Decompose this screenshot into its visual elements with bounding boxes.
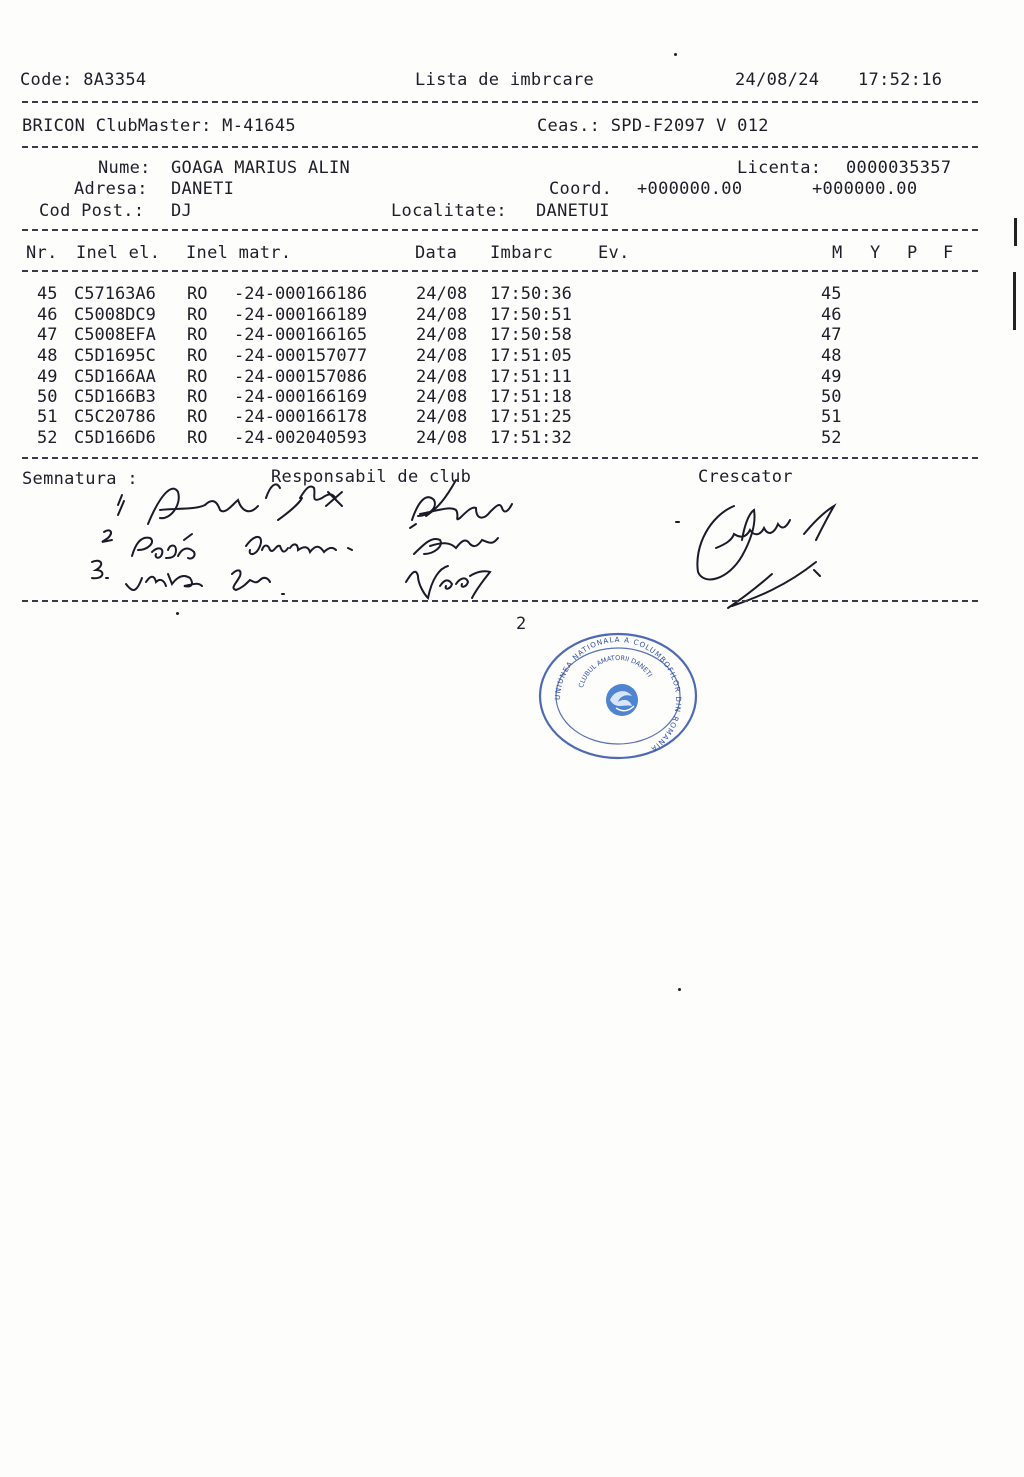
- scan-speck: [176, 612, 179, 615]
- col-nr: Nr.: [26, 243, 58, 263]
- cell-time: 17:51:05: [490, 346, 572, 366]
- col-inel-matr: Inel matr.: [186, 243, 292, 263]
- cell-inel-el: C57163A6: [74, 284, 156, 304]
- cell-date: 24/08: [416, 387, 468, 407]
- cell-date: 24/08: [416, 346, 468, 366]
- cell-time: 17:51:18: [490, 387, 572, 407]
- crescator-label: Crescator: [698, 467, 793, 487]
- locality-value: DANETUI: [536, 201, 610, 221]
- cell-matr: -24-000166186: [234, 284, 368, 304]
- cell-country: RO: [187, 284, 208, 304]
- cell-m: 46: [821, 305, 842, 325]
- print-time: 17:52:16: [858, 70, 943, 90]
- cell-m: 52: [821, 428, 842, 448]
- scan-speck: [678, 988, 681, 991]
- coord-x: +000000.00: [637, 179, 743, 199]
- cell-date: 24/08: [416, 407, 468, 427]
- cell-m: 51: [821, 407, 842, 427]
- name-label: Nume:: [98, 158, 151, 178]
- cell-inel-el: C5C20786: [74, 407, 156, 427]
- col-inel-el: Inel el.: [76, 243, 161, 263]
- cell-country: RO: [187, 407, 208, 427]
- cell-m: 45: [821, 284, 842, 304]
- handwritten-names: [0, 0, 1024, 620]
- cell-date: 24/08: [416, 428, 468, 448]
- cell-nr: 46: [37, 305, 58, 325]
- postal-value: DJ: [171, 201, 193, 221]
- page-number: 2: [516, 614, 527, 634]
- cell-time: 17:50:58: [490, 325, 572, 345]
- divider: [22, 600, 978, 602]
- print-date: 24/08/24: [735, 70, 820, 90]
- col-y: Y: [870, 243, 881, 263]
- cell-inel-el: C5D1695C: [74, 346, 156, 366]
- cell-inel-el: C5D166AA: [74, 367, 156, 387]
- ceas-label: Ceas.: SPD-F2097 V 012: [537, 116, 769, 136]
- col-data: Data: [415, 243, 458, 263]
- cell-matr: -24-002040593: [234, 428, 368, 448]
- cell-matr: -24-000166169: [234, 387, 368, 407]
- address-label: Adresa:: [74, 179, 148, 199]
- cell-nr: 51: [37, 407, 58, 427]
- cell-time: 17:51:11: [490, 367, 572, 387]
- scan-speck: [674, 53, 677, 56]
- coord-label: Coord.: [549, 179, 613, 199]
- svg-text:CLUBUL AMATORII DANETI: [577, 654, 654, 689]
- document-title: Lista de imbrcare: [415, 70, 595, 90]
- cell-nr: 49: [37, 367, 58, 387]
- cell-nr: 48: [37, 346, 58, 366]
- cell-time: 17:50:36: [490, 284, 572, 304]
- stamp-seal-icon: [536, 630, 700, 760]
- cell-matr: -24-000166178: [234, 407, 368, 427]
- cell-matr: -24-000157077: [234, 346, 368, 366]
- clubmaster-label: BRICON ClubMaster: M-41645: [22, 116, 296, 136]
- scan-edge-mark: [1013, 272, 1016, 330]
- cell-matr: -24-000157086: [234, 367, 368, 387]
- col-p: P: [907, 243, 918, 263]
- cell-date: 24/08: [416, 284, 468, 304]
- cell-country: RO: [187, 325, 208, 345]
- cell-date: 24/08: [416, 305, 468, 325]
- cell-m: 48: [821, 346, 842, 366]
- scan-edge-mark: [1014, 218, 1017, 246]
- round-stamp: [536, 630, 700, 760]
- cell-inel-el: C5008DC9: [74, 305, 156, 325]
- cell-nr: 52: [37, 428, 58, 448]
- stamp-outer-text: UNIUNEA NATIONALA A COLUMBOFILOR DIN ROMANIA: [552, 634, 684, 755]
- responsabil-label: Responsabil de club: [271, 467, 472, 487]
- cell-time: 17:51:25: [490, 407, 572, 427]
- semnatura-label: Semnatura :: [22, 469, 138, 489]
- licence-value: 0000035357: [846, 158, 952, 178]
- postal-label: Cod Post.:: [39, 201, 145, 221]
- stamp-inner-text: CLUBUL AMATORII DANETI: [577, 653, 654, 689]
- col-m: M: [832, 243, 843, 263]
- cell-nr: 50: [37, 387, 58, 407]
- col-imbarc: Imbarc: [490, 243, 554, 263]
- address-value: DANETI: [171, 179, 235, 199]
- cell-matr: -24-000166165: [234, 325, 368, 345]
- cell-country: RO: [187, 428, 208, 448]
- cell-nr: 45: [37, 284, 58, 304]
- owner-name: GOAGA MARIUS ALIN: [171, 158, 351, 178]
- licence-label: Licenta:: [737, 158, 822, 178]
- cell-date: 24/08: [416, 325, 468, 345]
- cell-nr: 47: [37, 325, 58, 345]
- col-f: F: [943, 243, 954, 263]
- cell-country: RO: [187, 346, 208, 366]
- locality-label: Localitate:: [391, 201, 507, 221]
- cell-country: RO: [187, 305, 208, 325]
- cell-m: 50: [821, 387, 842, 407]
- coord-y: +000000.00: [812, 179, 918, 199]
- cell-time: 17:51:32: [490, 428, 572, 448]
- cell-m: 49: [821, 367, 842, 387]
- cell-country: RO: [187, 367, 208, 387]
- cell-inel-el: C5008EFA: [74, 325, 156, 345]
- code-label: Code: 8A3354: [20, 70, 147, 90]
- col-ev: Ev.: [598, 243, 630, 263]
- cell-matr: -24-000166189: [234, 305, 368, 325]
- cell-country: RO: [187, 387, 208, 407]
- cell-time: 17:50:51: [490, 305, 572, 325]
- cell-m: 47: [821, 325, 842, 345]
- cell-inel-el: C5D166B3: [74, 387, 156, 407]
- cell-inel-el: C5D166D6: [74, 428, 156, 448]
- cell-date: 24/08: [416, 367, 468, 387]
